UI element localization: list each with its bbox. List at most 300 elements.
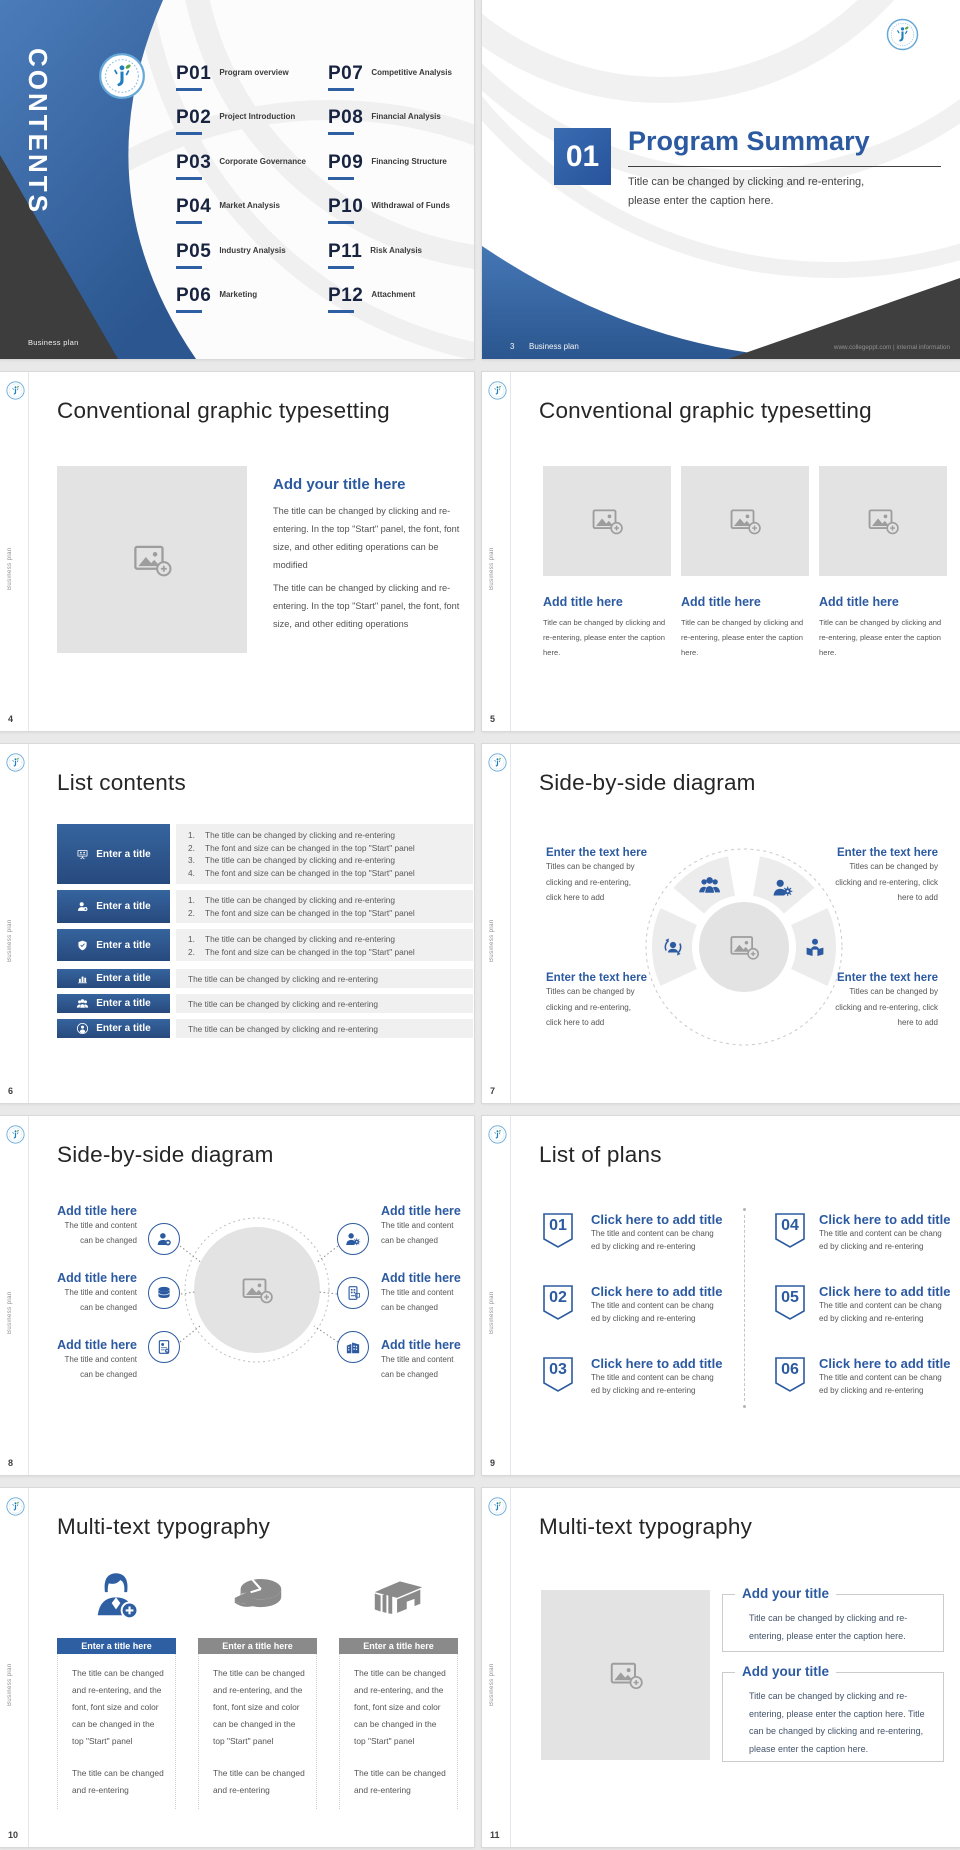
slide-heading: Side-by-side diagram: [539, 770, 756, 795]
university-logo: [886, 18, 919, 51]
add-image-icon: [728, 504, 762, 538]
toc-underline: [176, 88, 202, 91]
toc-item: P01 Program overview: [176, 64, 289, 91]
column-title-bar: Enter a title here: [198, 1638, 317, 1654]
toc-underline: [328, 177, 354, 180]
block-title: Add title here: [381, 1271, 461, 1285]
section-caption-line: Title can be changed by clicking and re-entering,: [628, 176, 865, 188]
block-title: Add title here: [381, 1204, 461, 1218]
block-line: The title and content: [64, 1221, 137, 1230]
sidebar-divider: [28, 744, 29, 1103]
button-label: Enter a title: [96, 939, 151, 951]
body-line: The title can be changed: [213, 1768, 305, 1778]
card-title: Add title here: [819, 595, 899, 609]
block-line: here to add: [897, 893, 938, 903]
card-caption: Title can be changed by clicking and re-entering, please enter the caption here.: [819, 618, 942, 657]
plan-number: 01: [549, 1217, 567, 1234]
hub-node: [148, 1277, 180, 1309]
button-label: Enter a title: [96, 848, 151, 860]
plan-line: The title and content can be chang: [591, 1229, 714, 1238]
plan-line: The title and content can be chang: [819, 1229, 942, 1238]
slide-section-cover-thumbnail[interactable]: [482, 0, 960, 359]
university-logo: [488, 1497, 507, 1516]
list-row: [57, 994, 461, 1013]
plan-line: ed by clicking and re-entering: [591, 1314, 696, 1323]
toc-underline: [328, 132, 354, 135]
block-title: Add title here: [381, 1338, 461, 1352]
titled-text-box: [722, 1664, 944, 1762]
toc-item: P10 Withdrawal of Funds: [328, 197, 450, 224]
add-image-icon: [608, 1657, 644, 1693]
toc-underline: [176, 266, 202, 269]
body-line: top "Start" panel: [354, 1736, 415, 1746]
card-title: Add title here: [543, 595, 623, 609]
block-line: The title and content: [64, 1355, 137, 1364]
slide-multitext-image-thumbnail[interactable]: [482, 1488, 960, 1847]
slide-heading: List contents: [57, 770, 186, 795]
id-card-icon: [155, 1338, 173, 1356]
list-number: 1.: [188, 895, 195, 905]
list-row: [57, 824, 461, 884]
block-title: Enter the text here: [546, 847, 647, 859]
plan-title: Click here to add title: [591, 1356, 723, 1371]
plan-line: ed by clicking and re-entering: [819, 1314, 924, 1323]
block-line: can be changed: [80, 1303, 137, 1312]
pie-3d-icon: [198, 1565, 317, 1622]
enter-title-button: [57, 969, 170, 988]
body-line: and re-entering: [213, 1785, 270, 1795]
toc-number-block: P06: [176, 286, 211, 313]
toc-number-block: P03: [176, 153, 211, 180]
toc-item: P06 Marketing: [176, 286, 257, 313]
block-line: The title and content: [381, 1221, 454, 1230]
sidebar-brand-label: Business plan: [489, 1663, 495, 1706]
body-line: top "Start" panel: [213, 1736, 274, 1746]
plan-item: [591, 1284, 723, 1325]
plan-item: [591, 1356, 723, 1397]
add-image-icon: [590, 504, 624, 538]
toc-item: P03 Corporate Governance: [176, 153, 306, 180]
sidebar-divider: [510, 1488, 511, 1847]
plan-line: The title and content can be chang: [591, 1373, 714, 1382]
button-label: Enter a title: [96, 1023, 151, 1034]
list-line: The title can be changed by clicking and re-entering: [205, 934, 396, 944]
hub-connectors: [150, 1216, 364, 1366]
hub-text-block: [21, 1271, 137, 1315]
block-title: Enter the text here: [546, 972, 647, 984]
enter-title-button: [57, 890, 170, 923]
plan-line: ed by clicking and re-entering: [819, 1242, 924, 1251]
block-line: can be changed: [381, 1236, 438, 1245]
button-label: Enter a title: [96, 973, 151, 984]
list-text-area: [176, 824, 473, 884]
toc-number-block: P09: [328, 153, 363, 180]
team-icon: [76, 997, 89, 1010]
hub-node: [337, 1331, 369, 1363]
card-title: Add title here: [681, 595, 761, 609]
university-logo: [488, 1125, 507, 1144]
add-image-icon: [866, 504, 900, 538]
enter-title-button: [57, 994, 170, 1013]
plan-title: Click here to add title: [819, 1212, 951, 1227]
store-icon: [339, 1565, 458, 1622]
dashed-divider: [744, 1215, 745, 1401]
block-line: clicking and re-entering, click: [835, 877, 938, 887]
slide-heading: List of plans: [539, 1142, 662, 1167]
diagram-text-block: [778, 847, 938, 906]
list-line: The font and size can be changed in the top "Start" panel: [205, 842, 415, 853]
block-title: Enter the text here: [837, 972, 938, 984]
box-caption: Title can be changed by clicking and re-entering, please enter the caption here. Title can be changed by clicking and re-entering, please enter the caption here.: [749, 1691, 925, 1754]
toc-item: P02 Project Introduction: [176, 108, 295, 135]
body-line: The title can be changed: [213, 1668, 305, 1678]
list-line: The title can be changed by clicking and re-entering: [205, 895, 396, 905]
plan-number-badge: [775, 1357, 805, 1392]
toc-underline: [328, 310, 354, 313]
body-line: and re-entering: [354, 1785, 411, 1795]
toc-number-block: P11: [328, 242, 362, 269]
toc-item: P05 Industry Analysis: [176, 242, 286, 269]
toc-underline: [176, 310, 202, 313]
body-line: can be changed in the: [213, 1719, 296, 1729]
footer-brand: Business plan: [28, 338, 79, 347]
image-placeholder: [541, 1590, 710, 1760]
plan-line: ed by clicking and re-entering: [819, 1386, 924, 1395]
toc-number-block: P08: [328, 108, 363, 135]
plan-number-badge: [543, 1357, 573, 1392]
body-line: The title can be changed: [72, 1768, 164, 1778]
toc-number-block: P04: [176, 197, 211, 224]
slide-contents-thumbnail[interactable]: [0, 0, 474, 359]
sidebar-divider: [28, 1488, 29, 1847]
block-line: Titles can be changed by: [849, 987, 938, 996]
list-row: [57, 890, 461, 923]
box-title: Add your title: [735, 1586, 836, 1601]
slide-multitext-columns-thumbnail[interactable]: [0, 1488, 474, 1847]
column-body: [339, 1654, 458, 1809]
toc-underline: [176, 177, 202, 180]
box-title: Add your title: [735, 1664, 836, 1679]
building-icon: [344, 1338, 362, 1356]
sidebar-brand-label: Business plan: [7, 547, 13, 590]
divider-dot: [743, 1405, 746, 1408]
plan-number: 06: [781, 1361, 799, 1378]
university-logo: [6, 753, 25, 772]
column-body: [57, 1654, 176, 1809]
block-line: here to add: [897, 1018, 938, 1028]
sidebar-brand-label: Business plan: [489, 1291, 495, 1334]
text-column: [339, 1565, 458, 1809]
hub-text-block: [21, 1338, 137, 1382]
slide-list-contents-thumbnail[interactable]: [0, 744, 474, 1103]
list-number: 2.: [188, 907, 195, 918]
plan-number-badge: [775, 1285, 805, 1320]
hub-node: [337, 1277, 369, 1309]
enter-title-button: [57, 929, 170, 961]
block-title: Add your title here: [273, 476, 406, 493]
list-text-area: [176, 994, 473, 1013]
block-line: can be changed: [381, 1370, 438, 1379]
toc-underline: [328, 88, 354, 91]
plan-line: ed by clicking and re-entering: [591, 1242, 696, 1251]
block-line: click here to add: [546, 893, 605, 903]
enter-title-button: [57, 1019, 170, 1038]
page-number: 5: [490, 714, 496, 724]
page-number: 7: [490, 1086, 496, 1096]
slide-circle-diagram-thumbnail[interactable]: [482, 744, 960, 1103]
hub-node: [148, 1223, 180, 1255]
list-line: The title can be changed by clicking and re-entering: [188, 973, 379, 984]
body-line: The title can be changed: [354, 1768, 446, 1778]
list-row: [57, 929, 461, 961]
toc-item: P12 Attachment: [328, 286, 415, 313]
plan-line: The title and content can be chang: [591, 1301, 714, 1310]
body-line: and re-entering, and the: [213, 1685, 303, 1695]
section-caption-line: please enter the caption here.: [628, 195, 774, 207]
database-icon: [155, 1284, 173, 1302]
page-number: 9: [490, 1458, 496, 1468]
image-placeholder: [681, 466, 809, 576]
toc-number-block: P12: [328, 286, 363, 313]
card-caption: Title can be changed by clicking and re-entering, please enter the caption here.: [681, 618, 804, 657]
card-caption: Title can be changed by clicking and re-entering, please enter the caption here.: [543, 618, 666, 657]
plan-title: Click here to add title: [591, 1212, 723, 1227]
add-image-icon: [131, 539, 173, 581]
body-line: top "Start" panel: [72, 1736, 133, 1746]
plan-item: [591, 1212, 723, 1253]
body-paragraph: The title can be changed by clicking and re-entering. In the top "Start" panel, the font, font size, and other editing operations can be modified: [273, 506, 460, 570]
body-line: font, font size and color: [354, 1702, 441, 1712]
image-card: [819, 466, 947, 660]
toc-item: P08 Financial Analysis: [328, 108, 441, 135]
slide-heading: Multi-text typography: [539, 1514, 753, 1539]
list-number: 4.: [188, 867, 195, 878]
university-logo: [6, 1497, 25, 1516]
toc-number-block: P07: [328, 64, 363, 91]
column-body: [198, 1654, 317, 1809]
plan-title: Click here to add title: [819, 1284, 951, 1299]
list-line: The title can be changed by clicking and re-entering: [205, 830, 396, 840]
list-line: The font and size can be changed in the top "Start" panel: [205, 907, 415, 918]
page-number: 6: [8, 1086, 14, 1096]
plan-title: Click here to add title: [591, 1284, 723, 1299]
sidebar-divider: [510, 744, 511, 1103]
image-placeholder: [543, 466, 671, 576]
sidebar-divider: [510, 1116, 511, 1475]
body-line: font, font size and color: [213, 1702, 300, 1712]
block-line: The title and content: [381, 1288, 454, 1297]
block-line: can be changed: [381, 1303, 438, 1312]
body-line: can be changed in the: [354, 1719, 437, 1729]
block-line: clicking and re-entering,: [546, 877, 631, 887]
list-text-area: [176, 969, 473, 988]
list-line: The title can be changed by clicking and re-entering: [205, 855, 396, 865]
list-number: 3.: [188, 855, 195, 865]
image-card: [681, 466, 809, 660]
list-line: The title can be changed by clicking and re-entering: [188, 1023, 379, 1034]
enter-title-button: [57, 824, 170, 884]
toc-underline: [176, 221, 202, 224]
sidebar-brand-label: Business plan: [7, 1291, 13, 1334]
university-logo: [488, 381, 507, 400]
hub-node: [148, 1331, 180, 1363]
plan-number-badge: [543, 1285, 573, 1320]
slide-heading: Conventional graphic typesetting: [57, 398, 390, 423]
body-line: and re-entering: [72, 1785, 129, 1795]
qr-scan-icon: [344, 1284, 362, 1302]
slide-plans-thumbnail[interactable]: [482, 1116, 960, 1475]
block-line: Titles can be changed by: [849, 862, 938, 871]
toc-number-block: P05: [176, 242, 211, 269]
slide-heading: Side-by-side diagram: [57, 1142, 274, 1167]
toc-item: P11 Risk Analysis: [328, 242, 422, 269]
toc-item: P09 Financing Structure: [328, 153, 447, 180]
section-title: Program Summary: [628, 126, 870, 156]
body-line: The title can be changed: [72, 1668, 164, 1678]
block-title: Enter the text here: [837, 847, 938, 859]
body-line: font, font size and color: [72, 1702, 159, 1712]
body-line: The title can be changed: [354, 1668, 446, 1678]
sidebar-brand-label: Business plan: [489, 919, 495, 962]
plan-line: The title and content can be chang: [819, 1301, 942, 1310]
plan-title: Click here to add title: [819, 1356, 951, 1371]
body-line: and re-entering, and the: [72, 1685, 162, 1695]
column-title-bar: Enter a title here: [339, 1638, 458, 1654]
diagram-text-block: [778, 972, 938, 1031]
toc-number-block: P01: [176, 64, 211, 91]
plan-number: 04: [781, 1217, 799, 1234]
toc-number-block: P02: [176, 108, 211, 135]
block-title: Add title here: [57, 1204, 137, 1218]
body-line: can be changed in the: [72, 1719, 155, 1729]
user-gear-icon: [344, 1230, 362, 1248]
slide-typesetting-single-thumbnail[interactable]: [0, 372, 474, 731]
plan-number: 02: [549, 1289, 567, 1306]
toc-number-block: P10: [328, 197, 363, 224]
plan-number: 05: [781, 1289, 799, 1306]
footer-page-number: 3: [510, 342, 515, 351]
plan-item: [819, 1356, 951, 1397]
toc-item: P04 Market Analysis: [176, 197, 280, 224]
consultant-icon: [57, 1565, 176, 1622]
button-label: Enter a title: [96, 901, 151, 912]
button-label: Enter a title: [96, 998, 151, 1009]
slide-heading: Conventional graphic typesetting: [539, 398, 872, 423]
diagram-text-block: [546, 847, 664, 906]
body-line: and re-entering, and the: [354, 1685, 444, 1695]
university-logo: [98, 52, 146, 100]
image-card: [543, 466, 671, 660]
block-line: clicking and re-entering, click: [835, 1002, 938, 1012]
page-number: 10: [8, 1830, 19, 1840]
presentation-icon: [76, 848, 89, 861]
hub-text-block: [381, 1338, 474, 1382]
block-line: can be changed: [80, 1236, 137, 1245]
divider-dot: [743, 1208, 746, 1211]
shield-icon: [76, 939, 89, 952]
add-user-icon: [76, 900, 89, 913]
block-title: Add title here: [57, 1338, 137, 1352]
list-row: [57, 1019, 461, 1038]
slide-hub-diagram-thumbnail[interactable]: [0, 1116, 474, 1475]
slide-typesetting-three-thumbnail[interactable]: [482, 372, 960, 731]
list-text-area: [176, 929, 473, 961]
plan-number: 03: [549, 1361, 567, 1378]
block-line: The title and content: [381, 1355, 454, 1364]
slide-heading: Multi-text typography: [57, 1514, 271, 1539]
footer-url: www.collegeppt.com | internal information: [833, 344, 950, 351]
block-line: Titles can be changed by: [546, 987, 635, 996]
university-logo: [6, 381, 25, 400]
bar-chart-icon: [76, 972, 89, 985]
plan-line: The title and content can be chang: [819, 1373, 942, 1382]
list-line: The title can be changed by clicking and re-entering: [188, 998, 379, 1009]
list-text-area: [176, 890, 473, 923]
page-number: 8: [8, 1458, 14, 1468]
sidebar-brand-label: Business plan: [7, 1663, 13, 1706]
block-line: clicking and re-entering,: [546, 1002, 631, 1012]
text-column: [57, 1565, 176, 1809]
university-logo: [6, 1125, 25, 1144]
university-logo: [488, 753, 507, 772]
list-text-area: [176, 1019, 473, 1038]
column-title-bar: Enter a title here: [57, 1638, 176, 1654]
titled-text-box: [722, 1586, 944, 1652]
toc-underline: [176, 132, 202, 135]
block-line: can be changed: [80, 1370, 137, 1379]
page-number: 4: [8, 714, 14, 724]
section-number-box: 01: [554, 128, 611, 185]
sidebar-divider: [28, 372, 29, 731]
box-caption: Title can be changed by clicking and re-entering, please enter the caption here.: [749, 1613, 908, 1641]
sidebar-divider: [510, 372, 511, 731]
list-line: The font and size can be changed in the top "Start" panel: [205, 946, 415, 957]
sidebar-brand-label: Business plan: [489, 547, 495, 590]
hub-node: [337, 1223, 369, 1255]
image-placeholder: [819, 466, 947, 576]
contents-vertical-title: CONTENTS: [23, 48, 53, 215]
add-user-icon: [155, 1230, 173, 1248]
plan-number-badge: [775, 1213, 805, 1248]
diagram-text-block: [546, 972, 664, 1031]
block-line: click here to add: [546, 1018, 605, 1028]
list-number: 1.: [188, 830, 195, 840]
user-badge-icon: [76, 1022, 89, 1035]
hub-text-block: [21, 1204, 137, 1248]
plan-item: [819, 1212, 951, 1253]
plan-number-badge: [543, 1213, 573, 1248]
toc-item: P07 Competitive Analysis: [328, 64, 452, 91]
hub-text-block: [381, 1204, 474, 1248]
block-line: The title and content: [64, 1288, 137, 1297]
block-line: Titles can be changed by: [546, 862, 635, 871]
hub-text-block: [381, 1271, 474, 1315]
body-paragraph: The title can be changed by clicking and re-entering. In the top "Start" panel, the font, font size, and other editing operations: [273, 583, 460, 629]
page-number: 11: [490, 1830, 500, 1840]
list-number: 2.: [188, 842, 195, 853]
block-title: Add title here: [57, 1271, 137, 1285]
list-number: 2.: [188, 946, 195, 957]
sidebar-brand-label: Business plan: [7, 919, 13, 962]
image-placeholder: [57, 466, 247, 653]
plan-item: [819, 1284, 951, 1325]
footer-brand: Business plan: [529, 342, 579, 351]
section-title-rule: [628, 166, 941, 167]
toc-underline: [328, 221, 354, 224]
plan-line: ed by clicking and re-entering: [591, 1386, 696, 1395]
text-column: [198, 1565, 317, 1809]
list-row: [57, 969, 461, 988]
